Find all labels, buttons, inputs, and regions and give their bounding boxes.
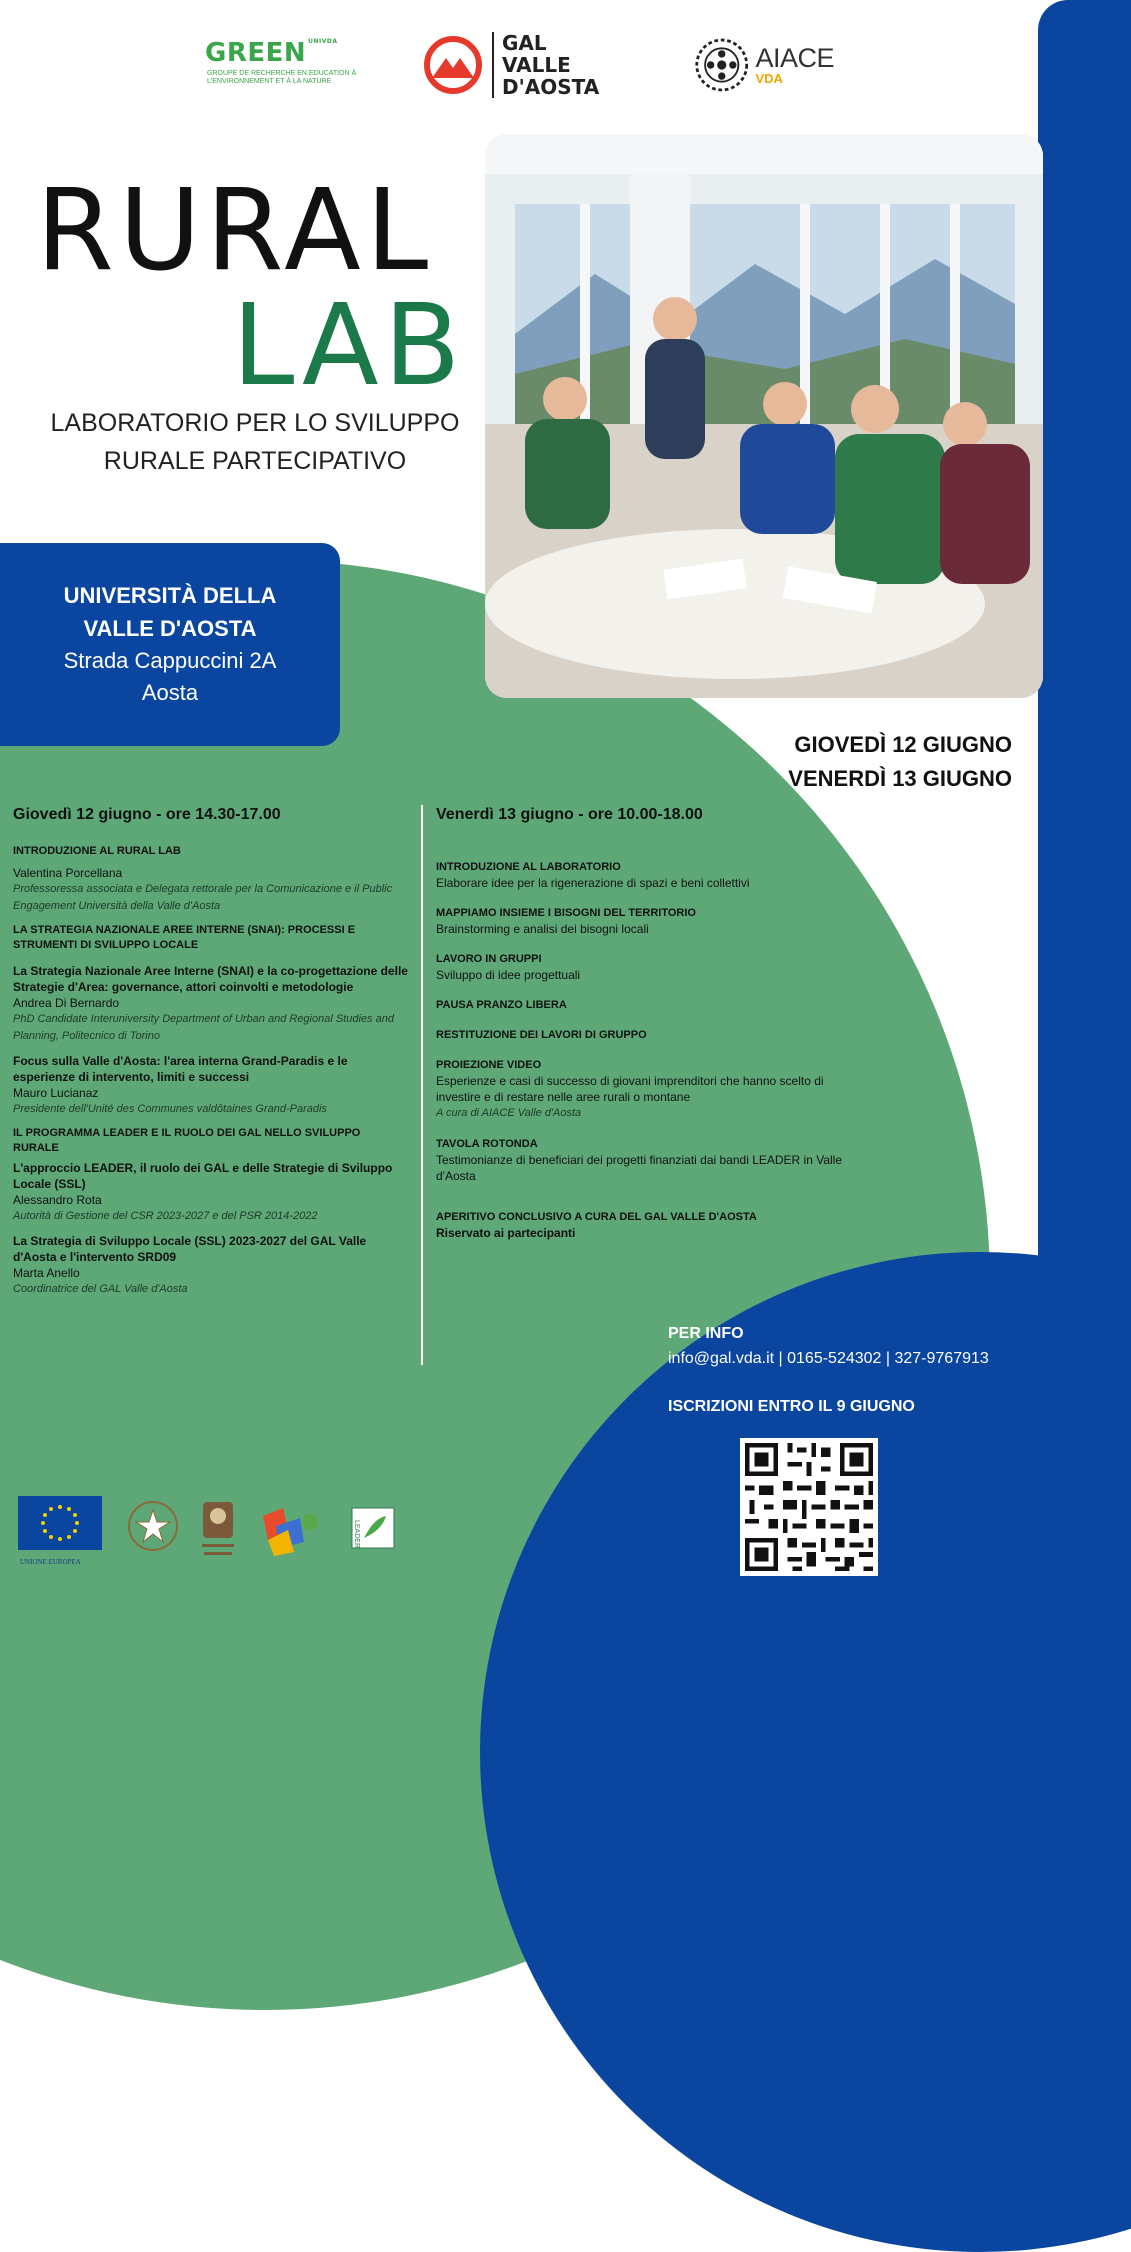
session-heading: LA STRATEGIA NAZIONALE AREE INTERNE (SNAI): PROCESSI E STRUMENTI DI SVILUPPO LOCALE — [13, 924, 356, 951]
session-item — [436, 1210, 856, 1241]
session-focus — [13, 1053, 408, 1118]
green-logo-subtitle: GROUPE DE RECHERCHE EN EDUCATION À L'ENVIRONNEMENT ET À LA NATURE — [207, 70, 357, 85]
session-heading: LAVORO IN GRUPPI — [436, 953, 542, 965]
session-item — [436, 906, 856, 937]
session-heading: PAUSA PRANZO LIBERA — [436, 999, 567, 1011]
talk-title: Focus sulla Valle d'Aosta: l'area interna Grand-Paradis e le esperienze di intervento, limiti e successi — [13, 1054, 348, 1084]
session-item — [436, 952, 856, 983]
classroom-illustration — [485, 134, 1043, 698]
talk-title: L'approccio LEADER, il ruolo dei GAL e delle Strategie di Sviluppo Locale (SSL) — [13, 1161, 393, 1191]
session-ssl — [13, 1233, 408, 1298]
session-snai — [13, 923, 408, 1045]
qr-code[interactable] — [740, 1438, 878, 1576]
speaker-name: Alessandro Rota — [13, 1193, 102, 1207]
session-heading: INTRODUZIONE AL LABORATORIO — [436, 861, 621, 873]
subtitle — [20, 404, 490, 480]
venue-box — [0, 543, 340, 746]
green-logo — [205, 38, 355, 96]
info-block — [668, 1325, 1048, 1416]
venue-name-line2: VALLE D'AOSTA — [83, 616, 257, 641]
session-heading: PROIEZIONE VIDEO — [436, 1059, 542, 1071]
gal-logo — [424, 30, 614, 100]
session-item — [436, 1137, 856, 1184]
venue-city: Aosta — [141, 680, 199, 705]
qr-code-icon — [740, 1438, 878, 1576]
aiace-logo-sub: VDA — [755, 71, 783, 86]
aiace-logo-name: AIACE — [755, 43, 834, 73]
info-heading: PER INFO — [668, 1325, 744, 1342]
gal-mountain-icon — [424, 36, 482, 94]
subtitle-line1: LABORATORIO PER LO SVILUPPO — [50, 409, 460, 437]
program-day1 — [13, 806, 408, 1306]
green-logo-word: GREEN — [205, 38, 307, 68]
date-thursday: GIOVEDÌ 12 GIUGNO — [794, 732, 1012, 757]
registration-deadline: ISCRIZIONI ENTRO IL 9 GIUGNO — [668, 1398, 915, 1415]
leader-label: LEADER — [353, 1520, 360, 1549]
program-divider — [421, 805, 423, 1365]
session-item — [436, 1028, 856, 1043]
speaker-name: Mauro Lucianaz — [13, 1086, 99, 1100]
speaker-name: Marta Anello — [13, 1266, 80, 1280]
speaker-role: Autorità di Gestione del CSR 2023-2027 e del PSR 2014-2022 — [13, 1210, 318, 1222]
gal-logo-line3: D'AOSTA — [502, 75, 600, 99]
session-leader — [13, 1126, 408, 1225]
gal-logo-line2: VALLE — [502, 53, 571, 77]
film-reel-icon — [694, 35, 749, 95]
aiace-logo — [694, 32, 834, 98]
speaker-role: Professoressa associata e Delegata rettorale per la Comunicazione e il Public Engagement Università della Valle d'Aosta — [13, 883, 393, 912]
session-heading: APERITIVO CONCLUSIVO A CURA DEL GAL VALLE D'AOSTA — [436, 1211, 757, 1223]
session-item — [436, 1058, 856, 1122]
session-note: Riservato ai partecipanti — [436, 1226, 576, 1240]
session-description: Testimonianze di beneficiari dei progetti finanziati dai bandi LEADER in Valle d'Aosta — [436, 1153, 843, 1183]
italian-emblem-icon — [129, 1502, 177, 1550]
session-description: Sviluppo di idee progettuali — [436, 968, 581, 982]
title-lab: LAB — [232, 281, 466, 411]
day2-title: Venerdì 13 giugno - ore 10.00-18.00 — [436, 806, 703, 823]
session-heading: RESTITUZIONE DEI LAVORI DI GRUPPO — [436, 1029, 647, 1041]
subtitle-line2: RURALE PARTECIPATIVO — [103, 447, 407, 475]
gal-logo-line1: GAL — [502, 31, 547, 55]
talk-title: La Strategia Nazionale Aree Interne (SNAI) e la co-progettazione delle Strategie d'Area: governance, attori coinvolti e metodologie — [13, 964, 408, 994]
session-item — [436, 998, 856, 1013]
eu-label: UNIONE EUROPEA — [20, 1558, 81, 1566]
sponsor-logos — [18, 1496, 418, 1568]
classroom-photo — [485, 134, 1043, 698]
session-description: Brainstorming e analisi dei bisogni locali — [436, 922, 649, 936]
feasr-logo-icon — [263, 1508, 318, 1556]
session-item — [436, 860, 856, 891]
venue-address: Strada Cappuccini 2A — [63, 648, 277, 673]
session-heading: IL PROGRAMMA LEADER E IL RUOLO DEI GAL NELLO SVILUPPO RURALE — [13, 1127, 361, 1154]
speaker-name: Andrea Di Bernardo — [13, 996, 120, 1010]
talk-title: La Strategia di Sviluppo Locale (SSL) 2023-2027 del GAL Valle d'Aosta e l'intervento SRD09 — [13, 1234, 367, 1264]
leader-logo-icon — [352, 1508, 394, 1548]
session-description: Elaborare idee per la rigenerazione di spazi e beni collettivi — [436, 876, 750, 890]
speaker-role: Presidente dell'Unité des Communes valdôtaines Grand-Paradis — [13, 1103, 327, 1115]
session-heading: INTRODUZIONE AL RURAL LAB — [13, 845, 181, 857]
venue-name-line1: UNIVERSITÀ DELLA — [63, 583, 277, 608]
session-heading: MAPPIAMO INSIEME I BISOGNI DEL TERRITORIO — [436, 907, 696, 919]
contact-line[interactable]: info@gal.vda.it | 0165-524302 | 327-9767913 — [668, 1350, 989, 1367]
speaker-role: Coordinatrice del GAL Valle d'Aosta — [13, 1283, 188, 1295]
session-heading: TAVOLA ROTONDA — [436, 1138, 538, 1150]
speaker-name: Valentina Porcellana — [13, 866, 123, 880]
program-day2 — [436, 806, 856, 1256]
session-intro — [13, 844, 408, 915]
regional-crest-icon — [202, 1502, 234, 1555]
speaker-role: PhD Candidate Interuniversity Department of Urban and Regional Studies and Planning, Politecnico di Torino — [13, 1013, 394, 1042]
event-dates — [730, 728, 1012, 796]
day1-title: Giovedì 12 giugno - ore 14.30-17.00 — [13, 806, 281, 823]
venue-name — [0, 579, 340, 645]
date-friday: VENERDÌ 13 GIUGNO — [788, 766, 1012, 791]
title-rural: RURAL — [36, 166, 434, 296]
session-description: Esperienze e casi di successo di giovani imprenditori che hanno scelto di investire e di restare nelle aree rurali o montane — [436, 1074, 824, 1104]
green-logo-badge: UNIVDA — [308, 38, 338, 45]
session-credit: A cura di AIACE Valle d'Aosta — [436, 1107, 582, 1119]
eu-flag-icon — [18, 1496, 102, 1550]
